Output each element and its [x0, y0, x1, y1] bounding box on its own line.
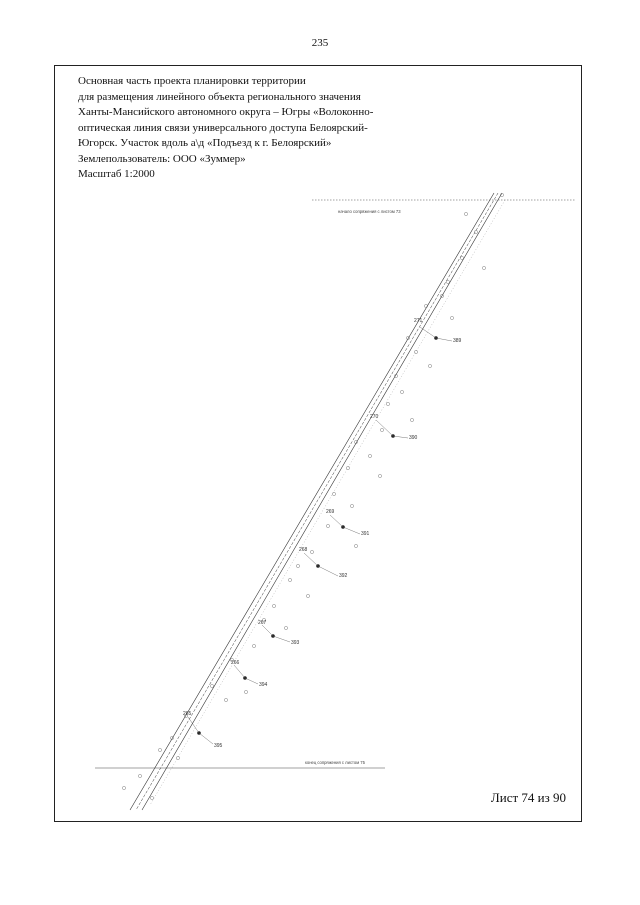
- turning-point: [231, 660, 268, 688]
- svg-text:271: 271: [414, 318, 423, 324]
- corridor-line-center: [136, 193, 498, 810]
- svg-text:391: 391: [361, 531, 370, 537]
- bottom-boundary-label: конец сопряжения с листом 75: [305, 760, 365, 765]
- svg-text:393: 393: [291, 640, 300, 646]
- title-line-5: Югорск. Участок вдоль а\д «Подъезд к г. Белоярский»: [78, 137, 332, 149]
- land-user-line: Землепользователь: ООО «Зуммер»: [78, 152, 246, 165]
- turning-point: [258, 620, 300, 646]
- svg-text:270: 270: [370, 414, 379, 420]
- offset-line: [150, 200, 505, 805]
- sheet-label: Лист 74 из 90: [490, 790, 566, 805]
- top-boundary-label: начало сопряжения с листом 73: [338, 209, 401, 214]
- scale-line: Масштаб 1:2000: [78, 168, 155, 180]
- corridor-line-right: [142, 193, 502, 810]
- svg-text:394: 394: [259, 682, 268, 688]
- svg-text:395: 395: [214, 743, 223, 749]
- turning-point: [299, 547, 348, 579]
- title-line-3: Ханты-Мансийского автономного округа – Югры «Волоконно-: [78, 106, 374, 118]
- svg-text:266: 266: [231, 660, 240, 666]
- svg-text:389: 389: [453, 338, 462, 344]
- page-number: 235: [311, 37, 329, 49]
- svg-text:392: 392: [339, 573, 348, 579]
- svg-text:268: 268: [299, 547, 308, 553]
- svg-text:265: 265: [183, 711, 192, 717]
- corridor-line-left: [130, 193, 494, 810]
- svg-text:269: 269: [326, 509, 335, 515]
- title-line-2: для размещения линейного объекта регионального значения: [78, 90, 361, 103]
- svg-text:390: 390: [409, 435, 418, 441]
- title-line-4: оптическая линия связи универсального доступа Белоярский-: [78, 121, 368, 134]
- survey-markers: [122, 193, 503, 799]
- title-line-1: Основная часть проекта планировки территории: [78, 75, 306, 87]
- turning-point: [326, 509, 370, 537]
- turning-point: [370, 414, 418, 441]
- svg-text:267: 267: [258, 620, 267, 626]
